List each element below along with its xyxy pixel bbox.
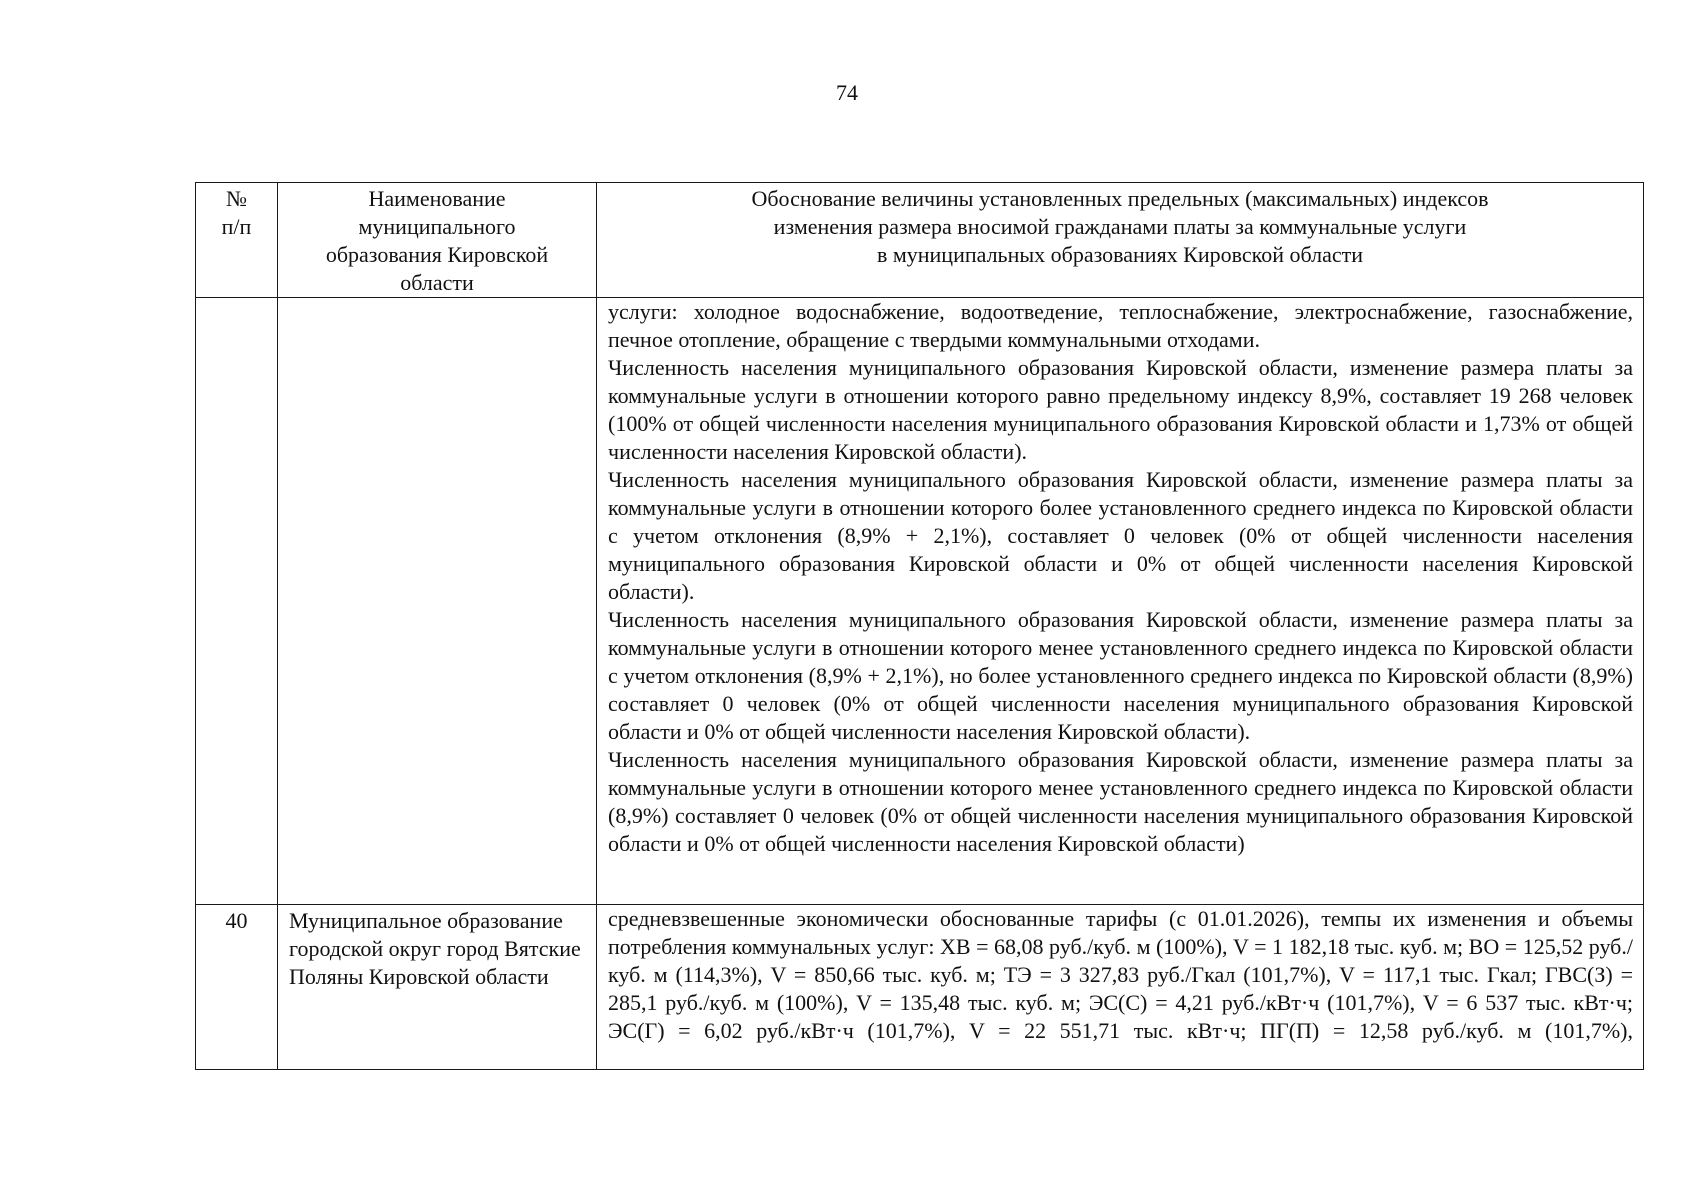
header-number-column [196,183,278,298]
header-number-line: п/п [221,214,252,239]
rationale-paragraph: Численность населения муниципального образования Кировской области, изменение размера платы за коммунальные услуги в отношении которого менее установленного среднего индекса по Кировской области с учетом отклонения (8,9% + 2,1%), но более установленного среднего индекса по Кировской области (8,9%) составляет 0 человек (0% от общей численности населения муниципального образования Кировской области и 0% от общей численности населения Кировской области). [608,607,1633,744]
row-number-cell [196,298,278,905]
header-municipality-line: Наименование [368,186,506,211]
header-number-line: № [226,186,247,211]
row-number-cell: 40 [196,905,278,1070]
page-number: 74 [836,80,858,105]
header-rationale-column [597,183,1644,298]
header-municipality-line: муниципального [358,214,516,239]
rationale-paragraph: Численность населения муниципального образования Кировской области, изменение размера платы за коммунальные услуги в отношении которого более установленного среднего индекса по Кировской области с учетом отклонения (8,9% + 2,1%), составляет 0 человек (0% от общей численности населения муниципального образования Кировской области и 0% от общей численности населения Кировской области). [608,467,1633,604]
rationale-paragraph: услуги: холодное водоснабжение, водоотведение, теплоснабжение, электроснабжение, газоснабжение, печное отопление, обращение с твердыми коммунальными отходами. [608,299,1633,352]
tariff-index-table [195,182,1644,1070]
municipality-cell [278,298,597,905]
municipality-cell: Муниципальное образование городской округ город Вятские Поляны Кировской области [278,905,597,1070]
table-row-40 [196,905,1644,1070]
rationale-paragraph: средневзвешенные экономически обоснованные тарифы (с 01.01.2026), темпы их изменения и объемы потребления коммунальных услуг: ХВ = 68,08 руб./куб. м (100%), V = 1 182,18 тыс. куб. м; ВО = 125,52 руб./куб. м (114,3%), V = 850,66 тыс. куб. м; ТЭ = 3 327,83 руб./Гкал (101,7%), V = 117,1 тыс. Гкал; ГВС(З) = 285,1 руб./куб. м (100%), V = 135,48 тыс. куб. м; ЭС(С) = 4,21 руб./кВт·ч (101,7%), V = 6 537 тыс. кВт·ч; ЭС(Г) = 6,02 руб./кВт·ч (101,7%), V = 22 551,71 тыс. кВт·ч; ПГ(П) = 12,58 руб./куб. м (101,7%), [608,906,1633,1043]
table-row-continuation [196,298,1644,905]
table-header-row [196,183,1644,298]
rationale-paragraph: Численность населения муниципального образования Кировской области, изменение размера платы за коммунальные услуги в отношении которого менее установленного среднего индекса по Кировской области (8,9%) составляет 0 человек (0% от общей численности населения муниципального образования Кировской области и 0% от общей численности населения Кировской области) [608,747,1633,856]
header-municipality-line: области [400,270,474,295]
header-rationale-line: Обоснование величины установленных предельных (максимальных) индексов [751,186,1489,211]
rationale-paragraph: Численность населения муниципального образования Кировской области, изменение размера платы за коммунальные услуги в отношении которого равно предельному индексу 8,9%, составляет 19 268 человек (100% от общей численности населения муниципального образования Кировской области и 1,73% от общей численности населения Кировской области). [608,355,1633,464]
rationale-cell [597,905,1644,1070]
header-rationale-line: изменения размера вносимой гражданами платы за коммунальные услуги [773,214,1467,239]
header-municipality-line: образования Кировской [325,242,549,267]
rationale-cell [597,298,1644,905]
header-rationale-line: в муниципальных образованиях Кировской области [876,242,1364,267]
header-municipality-column [278,183,597,298]
